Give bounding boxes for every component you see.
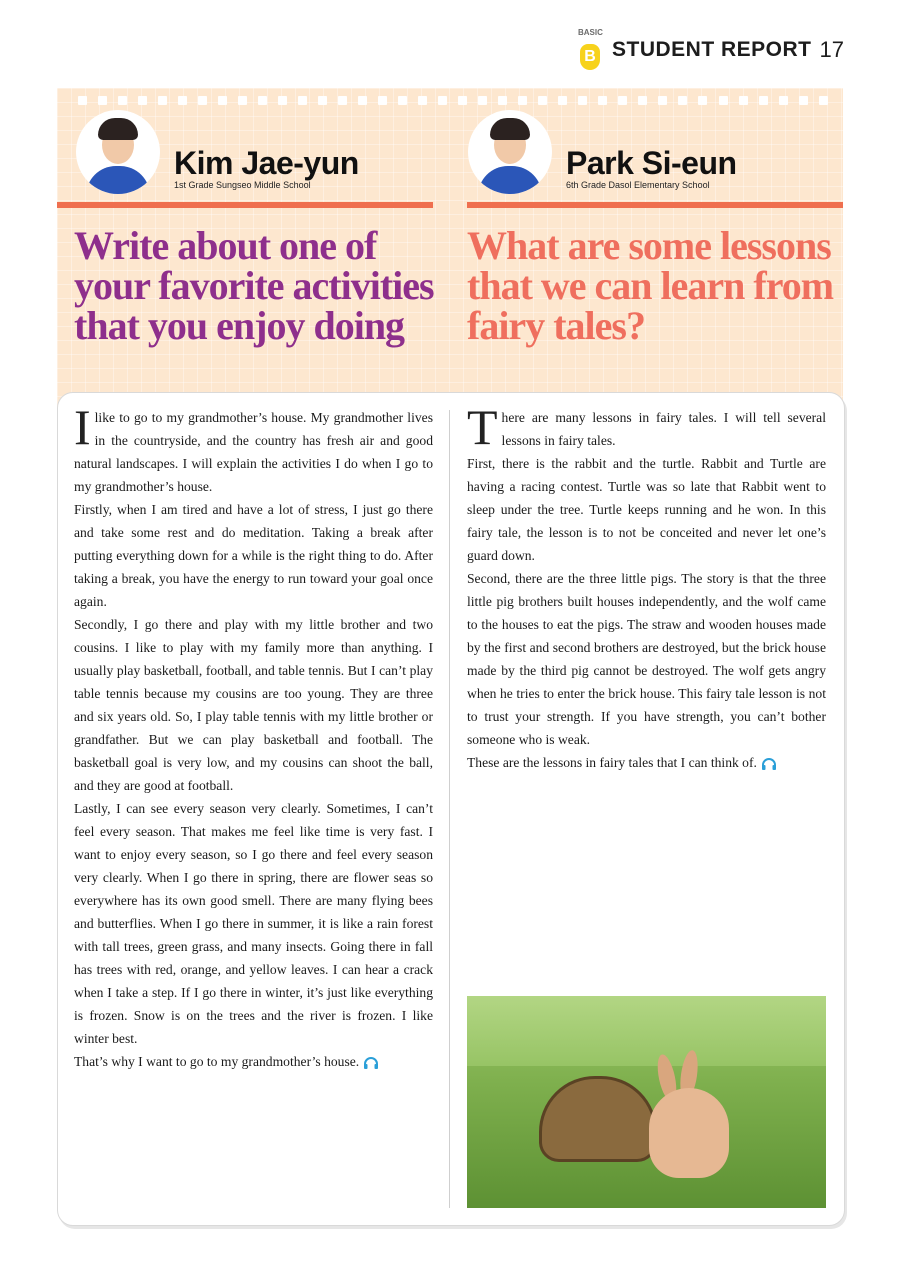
student-school-left: 1st Grade Sungseo Middle School	[174, 180, 311, 190]
essay-paragraph: Ilike to go to my grandmother’s house. My grandmother lives in the countryside, and the country has fresh air and good natural landscapes. I will explain the activities I do when I go to my grandmother’s house.	[74, 399, 433, 494]
student-name-right: Park Si-eun	[566, 145, 737, 181]
essay-paragraph: Secondly, I go there and play with my little brother and two cousins. I like to play with my family more than anything. I usually play basketball, football, and table tennis. But I can’t play table tennis because my cousins are too young. They are three and six years old. So, I play table tennis with my little brother or grandfather. But we can play basketball and football. The basketball goal is very low, and my cousins can shoot the ball, and they are good at football.	[74, 617, 433, 793]
question-right: What are some lessons that we can learn from fairy tales?	[467, 223, 834, 348]
turtle-shape	[539, 1076, 657, 1162]
headphones-icon	[761, 757, 777, 771]
dropcap-left: I	[74, 399, 91, 455]
decorative-dots	[78, 96, 828, 106]
question-left: Write about one of your favorite activities that you enjoy doing	[74, 223, 434, 348]
essay-paragraph: There are many lessons in fairy tales. I will tell several lessons in fairy tales.	[467, 399, 826, 455]
column-divider	[449, 410, 450, 1208]
rule-right	[467, 202, 843, 208]
essay-right	[467, 399, 826, 774]
headphones-icon	[363, 1056, 379, 1070]
essay-paragraph: First, there is the rabbit and the turtle. Rabbit and Turtle are having a racing contest. Turtle was so late that Rabbit went to sleep under the tree. Turtle keeps running and he won. In this fairy tale, the lesson is to not be conceited and never let one’s guard down.	[467, 456, 826, 563]
essay-paragraph: Lastly, I can see every season very clearly. Sometimes, I can’t feel every season. That makes me feel like time is very fast. I want to enjoy every season, so I go there and feel every season very clearly. When I go there in spring, there are flower seas so everywhere has its own good smell. There are many flying bees and butterflies. When I go there in summer, it is like a rain forest with tall trees, green grass, and many insects. Going there in fall has trees with red, orange, and yellow leaves. I can hear a crack when I take a step. If I go there in winter, it’s just like everything is frozen. Snow is on the trees and the river is frozen. I like winter best.	[74, 801, 433, 1046]
essay-left	[74, 399, 433, 1073]
essay-paragraph: These are the lessons in fairy tales that I can think of.	[467, 751, 826, 774]
basic-badge-logo	[578, 28, 604, 72]
profile-left	[76, 110, 359, 194]
student-school-right: 6th Grade Dasol Elementary School	[566, 180, 710, 190]
page-number: 17	[819, 37, 844, 62]
turtle-rabbit-photo	[467, 996, 826, 1208]
rule-left	[57, 202, 433, 208]
profile-right	[468, 110, 737, 194]
page-header	[578, 28, 844, 72]
dropcap-right: T	[467, 399, 498, 455]
badge-label: BASIC	[578, 28, 603, 37]
section-title: STUDENT REPORT	[612, 38, 812, 61]
rabbit-shape	[649, 1088, 729, 1178]
essay-paragraph: That’s why I want to go to my grandmother’s house.	[74, 1050, 433, 1073]
essay-paragraph: Second, there are the three little pigs. The story is that the three little pig brothers built houses independently, and the wolf came to the houses to eat the pigs. The straw and wooden houses made by the first and second brothers are destroyed, but the brick house made by the third pig cannot be destroyed. The wolf gets angry when he tries to enter the brick house. This fairy tale lesson is not to trust your strength. If you have strength, you can’t bother someone who is weak.	[467, 571, 826, 747]
badge-letter: B	[580, 44, 600, 70]
student-name-left: Kim Jae-yun	[174, 145, 359, 181]
essay-paragraph: Firstly, when I am tired and have a lot of stress, I just go there and take some rest and do meditation. Taking a break after putting everything down for a while is the right thing to do. After taking a break, you have the energy to run toward your goal once again.	[74, 502, 433, 609]
avatar-right	[468, 110, 552, 194]
avatar-left	[76, 110, 160, 194]
